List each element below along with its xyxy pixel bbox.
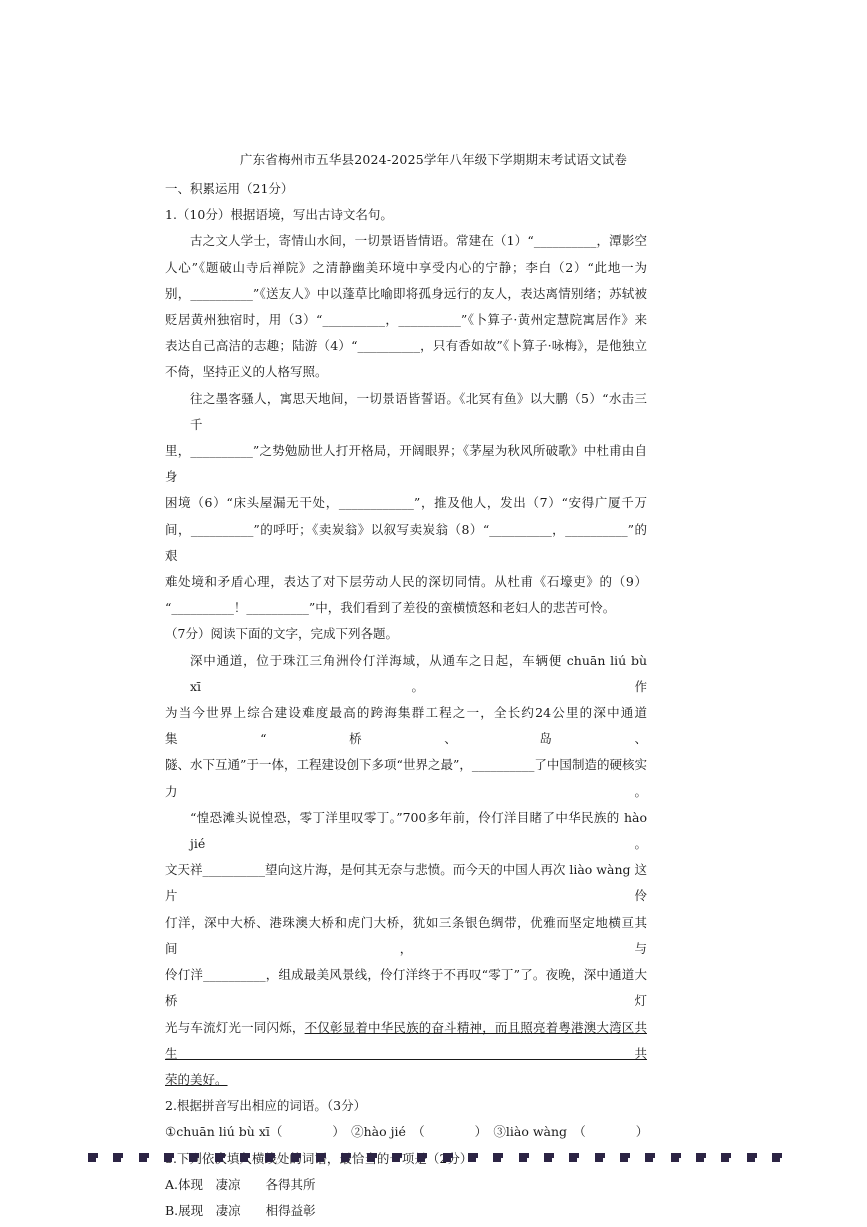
footer-mark-icon (113, 1153, 121, 1162)
line-text: 人心”《题破山寺后禅院》之清静幽美环境中享受内心的宁静；李白（2）“此地一为 (165, 259, 647, 275)
footer-mark-icon (189, 1153, 197, 1162)
line-text: （7分）阅读下面的文字，完成下列各题。 (165, 626, 398, 642)
line-text: 间，__________”的呼吁；《卖炭翁》以叙写卖炭翁（8）“__________，__________”的艰 (165, 521, 647, 563)
footer-mark-icon (443, 1153, 451, 1162)
text-line (165, 490, 647, 516)
line-text: 伶仃洋__________，组成最美风景线，伶仃洋终于不再叹“零丁”了。夜晚，深中通道大桥灯 (165, 967, 647, 1009)
text-line (165, 176, 647, 202)
text-line (165, 1093, 647, 1119)
line-text: 困境（6）“床头屋漏无干处，____________”，推及他人，发出（7）“安得广厦千万 (165, 495, 647, 511)
footer-mark-icon (569, 1153, 577, 1162)
text-line (165, 648, 647, 700)
line-text: 文天祥__________望向这片海，是何其无奈与悲愤。而今天的中国人再次 liào wàng 这片伶 (165, 862, 647, 904)
footer-mark-icon (240, 1153, 248, 1162)
text-line (165, 438, 647, 490)
footer-mark-icon (747, 1153, 755, 1162)
line-text: ①chuān liú bù xī（ ） ②hào jié （ ） ③liào wàng （ ） (165, 1124, 649, 1140)
text-line (165, 569, 647, 595)
footer-mark-icon (164, 1153, 172, 1162)
exam-title: 广东省梅州市五华县2024-2025学年八年级下学期期末考试语文试卷 (239, 152, 628, 167)
line-text: 为当今世界上综合建设难度最高的跨海集群工程之一，全长约24公里的深中通道集“桥、岛、 (165, 705, 647, 747)
line-text: A.体现 凄凉 各得其所 (165, 1176, 316, 1192)
text-line (165, 307, 647, 333)
footer-mark-icon (519, 1153, 527, 1162)
footer-mark-icon (671, 1153, 679, 1162)
page-footer-marks (88, 1150, 780, 1164)
footer-mark-icon (620, 1153, 628, 1162)
footer-mark-icon (215, 1153, 223, 1162)
line-text: 古之文人学士，寄情山水间，一切景语皆情语。常建在（1）“__________，潭影空 (190, 233, 647, 249)
footer-mark-icon (493, 1153, 501, 1162)
footer-mark-icon (544, 1153, 552, 1162)
footer-mark-icon (316, 1153, 324, 1162)
text-line (165, 1015, 647, 1067)
footer-mark-icon (417, 1153, 425, 1162)
line-text: 1.（10分）根据语境，写出古诗文名句。 (165, 207, 393, 223)
text-line (165, 517, 647, 569)
line-text: 一、积累运用（21分） (165, 181, 294, 196)
text-line (165, 1119, 647, 1145)
line-text: “惶恐滩头说惶恐，零丁洋里叹零丁。”700多年前，伶仃洋目睹了中华民族的 hào jié。 (190, 809, 647, 852)
footer-mark-icon (265, 1153, 273, 1162)
line-text: 光与车流灯光一同闪烁， (165, 1019, 305, 1035)
text-line (165, 1172, 647, 1198)
footer-mark-icon (367, 1153, 375, 1162)
line-text: 里，__________”之势勉励世人打开格局，开阔眼界；《茅屋为秋风所破歌》中杜甫由自身 (165, 443, 647, 485)
text-line (165, 255, 647, 281)
underlined-sentence: 不仅彰显着中华民族的奋斗精神，而且照亮着粤港澳大湾区共生共 (165, 1019, 647, 1061)
line-text: 隧、水下互通”于一体，工程建设创下多项“世界之最”，__________了中国制造的硬核实力。 (165, 757, 647, 799)
line-text: 难处境和矛盾心理，表达了对下层劳动人民的深切同情。从杜甫《石壕吏》的（9） (165, 574, 647, 590)
text-line (165, 805, 647, 857)
line-text: 往之墨客骚人，寓思天地间，一切景语皆誓语。《北冥有鱼》以大鹏（5）“水击三千 (190, 390, 647, 432)
footer-mark-icon (468, 1153, 476, 1162)
text-line (165, 700, 647, 752)
footer-mark-icon (139, 1153, 147, 1162)
line-text: “__________！__________”中，我们看到了差役的蛮横愤怒和老妇人的悲苦可怜。 (165, 600, 616, 616)
text-line (165, 595, 647, 621)
text-line (165, 228, 647, 254)
underlined-sentence: 荣的美好。 (165, 1071, 228, 1087)
line-text: 仃洋，深中大桥、港珠澳大桥和虎门大桥，犹如三条银色绸带，优雅而坚定地横亘其间，与 (165, 914, 647, 956)
footer-mark-icon (595, 1153, 603, 1162)
footer-mark-icon (392, 1153, 400, 1162)
line-text: 2.根据拼音写出相应的词语。（3分） (165, 1098, 367, 1114)
text-line (165, 962, 647, 1014)
line-text: B.展现 凄凉 相得益彰 (165, 1202, 316, 1218)
text-line (165, 333, 647, 359)
text-line (165, 752, 647, 804)
footer-mark-icon (645, 1153, 653, 1162)
text-line (165, 1198, 647, 1224)
text-line (165, 281, 647, 307)
text-line (165, 621, 647, 647)
line-text: 别，__________”《送友人》中以蓬草比喻即将孤身远行的友人，表达离情别绪；苏轼被 (165, 285, 647, 301)
text-line (165, 910, 647, 962)
line-text: 深中通道，位于珠江三角洲伶仃洋海域，从通车之日起，车辆便 chuān liú bù xī。作 (190, 652, 647, 694)
footer-mark-icon (88, 1153, 96, 1162)
footer-mark-icon (696, 1153, 704, 1162)
text-line (165, 1067, 647, 1093)
line-text: 不倚，坚持正义的人格写照。 (165, 364, 328, 380)
footer-mark-icon (721, 1153, 729, 1162)
text-line (165, 386, 647, 438)
footer-mark-icon (341, 1153, 349, 1162)
text-line (165, 359, 647, 385)
line-text: 贬居黄州独宿时，用（3）“__________，__________”《卜算子·黄州定慧院寓居作》来 (165, 312, 647, 328)
footer-mark-icon (772, 1153, 780, 1162)
exam-body (165, 176, 647, 1224)
footer-mark-icon (291, 1153, 299, 1162)
text-line (165, 857, 647, 909)
line-text: 表达自己高洁的志趣；陆游（4）“__________，只有香如故”《卜算子·咏梅》，是他独立 (165, 338, 647, 354)
text-line (165, 202, 647, 228)
